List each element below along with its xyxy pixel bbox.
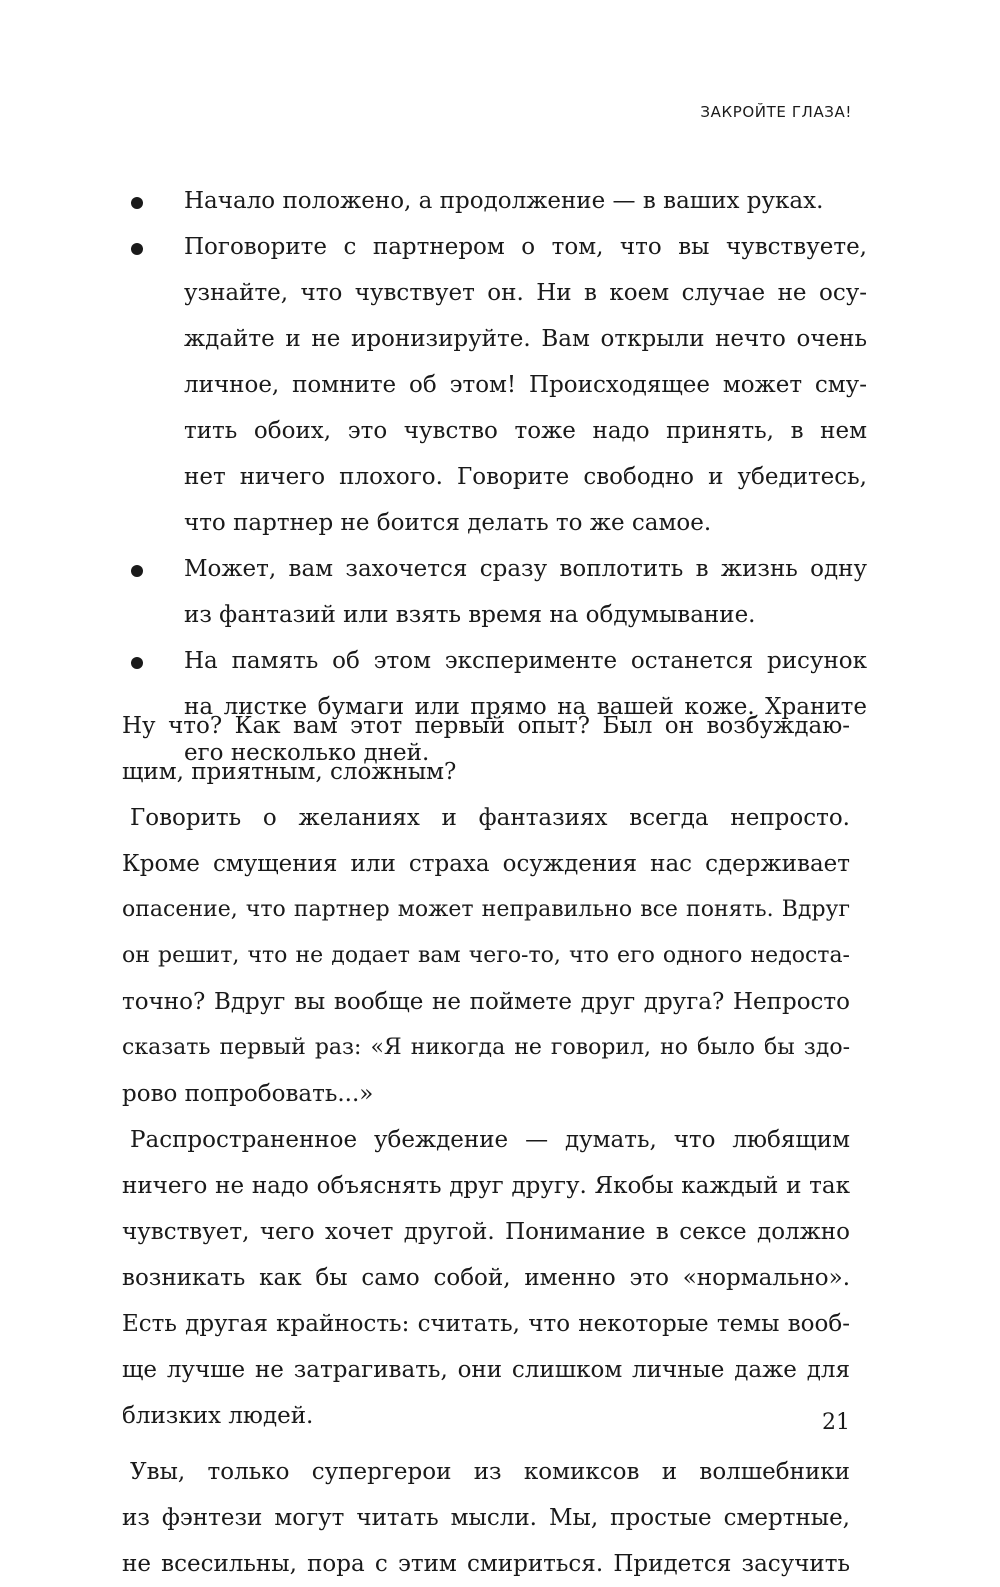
text-line: личное, помните об этом! Происходящее может сму- [184, 372, 867, 398]
text-line: точно? Вдруг вы вообще не поймете друг друга? Непросто [122, 989, 850, 1015]
text-line: Распространенное убеждение — думать, что любящим [130, 1127, 850, 1153]
text-line: из фэнтези могут читать мысли. Мы, простые смертные, [122, 1505, 850, 1531]
paragraph [122, 1449, 850, 1587]
bullet-icon [131, 197, 143, 209]
text-line: Кроме смущения или страха осуждения нас сдерживает [122, 851, 850, 877]
text-line: его несколько дней. [184, 740, 430, 766]
text-line: нет ничего плохого. Говорите свободно и убедитесь, [184, 464, 867, 490]
text-line: рово попробовать...» [122, 1081, 374, 1107]
text-line: на листке бумаги или прямо на вашей коже. Храните [184, 694, 867, 720]
text-line: из фантазий или взять время на обдумывание. [184, 602, 756, 628]
text-line: Увы, только супергерои из комиксов и волшебники [130, 1459, 850, 1485]
text-line: Может, вам захочется сразу воплотить в жизнь одну [184, 556, 867, 582]
body-text [122, 703, 850, 1587]
text-line: сказать первый раз: «Я никогда не говорил, но было бы здо- [122, 1035, 850, 1060]
text-line: ждайте и не иронизируйте. Вам открыли нечто очень [184, 326, 867, 352]
text-line: Начало положено, а продолжение — в ваших руках. [184, 188, 824, 214]
text-line: опасение, что партнер может неправильно все понять. Вдруг [122, 897, 850, 922]
text-line: чувствует, чего хочет другой. Понимание в сексе должно [122, 1219, 850, 1245]
text-line: не всесильны, пора с этим смириться. Придется засучить [122, 1551, 850, 1577]
running-header: ЗАКРОЙТЕ ГЛАЗА! [700, 103, 852, 121]
text-line: Поговорите с партнером о том, что вы чувствуете, [184, 234, 867, 260]
text-line: Есть другая крайность: считать, что некоторые темы вооб- [122, 1311, 850, 1337]
paragraph [122, 703, 850, 795]
text-line: ще лучше не затрагивать, они слишком личные даже для [122, 1357, 850, 1383]
text-line: ничего не надо объяснять друг другу. Якобы каждый и так [122, 1173, 850, 1199]
list-item [122, 546, 867, 638]
bullet-icon [131, 565, 143, 577]
bullet-icon [131, 657, 143, 669]
paragraph [122, 795, 850, 1117]
paragraph [122, 1117, 850, 1439]
list-item [122, 224, 867, 546]
text-line: возникать как бы само собой, именно это «нормально». [122, 1265, 850, 1291]
text-line: Ну что? Как вам этот первый опыт? Был он возбуждаю- [122, 713, 850, 739]
bullet-list [122, 178, 867, 776]
text-line: Говорить о желаниях и фантазиях всегда непросто. [130, 805, 850, 831]
bullet-icon [131, 243, 143, 255]
text-line: близких людей. [122, 1403, 314, 1429]
text-line: На память об этом эксперименте останется рисунок [184, 648, 867, 674]
list-item [122, 178, 867, 224]
page-number: 21 [822, 1410, 850, 1435]
text-line: щим, приятным, сложным? [122, 759, 457, 785]
text-line: узнайте, что чувствует он. Ни в коем случае не осу- [184, 280, 867, 306]
text-line: тить обоих, это чувство тоже надо принять, в нем [184, 418, 867, 444]
text-line: он решит, что не додает вам чего-то, что его одного недоста- [122, 943, 850, 968]
text-line: что партнер не боится делать то же самое. [184, 510, 712, 536]
